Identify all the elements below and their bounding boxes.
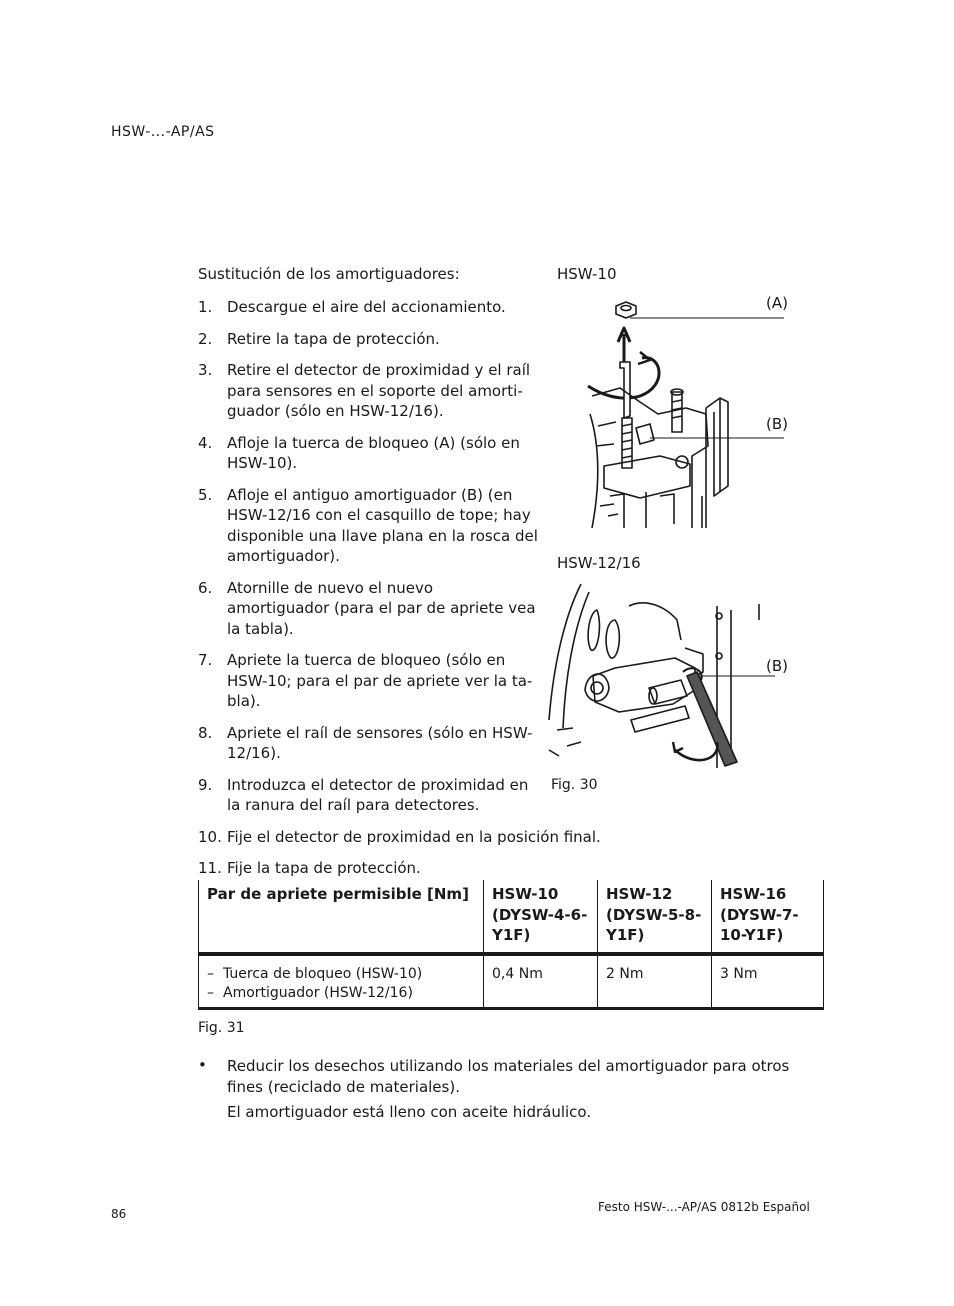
figure-caption-30: Fig. 30 (551, 777, 598, 793)
table-header-cell: Par de apriete permisible [Nm] (199, 880, 484, 954)
footer-doc-info: Festo HSW-...-AP/AS 0812b Español (598, 1200, 810, 1214)
callout-b-hsw1216: (B) (766, 657, 788, 675)
step-item: 5. Afloje el antiguo amortiguador (B) (en HSW-12/16 con el casquillo de tope; hay disponible una llave plana en la rosca del amortiguador). (198, 485, 538, 565)
table-cell: 3 Nm (712, 954, 824, 1009)
hsw1216-illustration (545, 580, 795, 775)
hsw10-illustration (580, 296, 790, 532)
table-item: – Tuerca de bloqueo (HSW-10) (207, 966, 423, 982)
callout-b-hsw10: (B) (766, 415, 788, 433)
torque-table (198, 880, 824, 1010)
page-number: 86 (111, 1207, 127, 1221)
table-row (199, 954, 824, 1009)
running-header: HSW-...-AP/AS (111, 124, 215, 140)
recycling-note (198, 1056, 798, 1121)
step-item: 4. Afloje la tuerca de bloqueo (A) (sólo en HSW-10). (198, 433, 520, 472)
table-header-row (199, 880, 824, 954)
table-cell: 0,4 Nm (484, 954, 598, 1009)
table-header-cell: HSW-16 (DYSW-7-10-Y1F) (712, 880, 824, 954)
table-header-cell: HSW-12 (DYSW-5-8-Y1F) (598, 880, 712, 954)
step-item: 6. Atornille de nuevo el nuevo amortiguador (para el par de apriete vea la tabla). (198, 578, 536, 638)
table-header-cell: HSW-10 (DYSW-4-6-Y1F) (484, 880, 598, 954)
step-item: 2. Retire la tapa de protección. (198, 329, 440, 348)
step-item: 11. Fije la tapa de protección. (198, 859, 421, 877)
step-item: 8. Apriete el raíl de sensores (sólo en HSW-12/16). (198, 723, 533, 762)
bullet-text: Reducir los desechos utilizando los materiales del amortiguador para otros fines (reciclado de materiales). (227, 1057, 790, 1096)
callout-a: (A) (766, 294, 788, 312)
step-item: 1. Descargue el aire del accionamiento. (198, 298, 506, 316)
step-item: 9. Introduzca el detector de proximidad en la ranura del raíl para detectores. (198, 775, 529, 814)
table-caption-31: Fig. 31 (198, 1020, 245, 1036)
bullet-mark: • (198, 1056, 207, 1074)
step-item: 7. Apriete la tuerca de bloqueo (sólo en HSW-10; para el par de apriete ver la ta-bla). (198, 651, 533, 710)
step-item: 3. Retire el detector de proximidad y el raíl para sensores en el soporte del amorti-guador (sólo en HSW-12/16). (198, 361, 531, 420)
table-item: – Amortiguador (HSW-12/16) (207, 985, 413, 1001)
figure-label-hsw10: HSW-10 (557, 265, 617, 283)
figure-label-hsw1216: HSW-12/16 (557, 554, 641, 572)
bullet-note: El amortiguador está lleno con aceite hidráulico. (227, 1103, 592, 1121)
instructions-intro: Sustitución de los amortiguadores: (198, 265, 460, 283)
step-item: 10. Fije el detector de proximidad en la posición final. (198, 827, 601, 846)
table-cell: 2 Nm (598, 954, 712, 1009)
table-cell-items (199, 954, 484, 1009)
